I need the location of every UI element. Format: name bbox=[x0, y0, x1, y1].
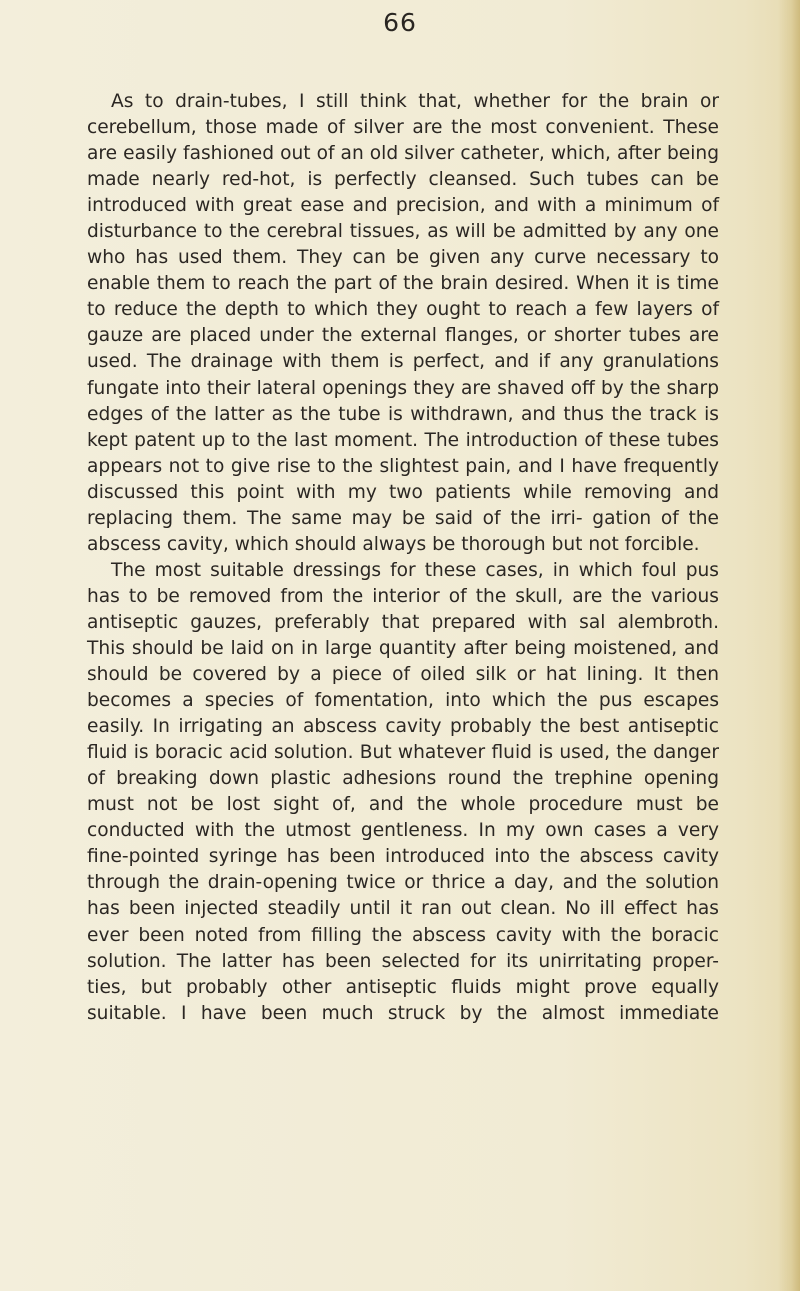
page-edge-shadow bbox=[778, 0, 800, 1291]
body-text bbox=[87, 89, 719, 1027]
paragraph-drain-tubes: As to drain-tubes, I still think that, whether for the brain or cerebellum, those made of silver are the most convenient. These are easily fashioned out of an old silver catheter, which, after being made nearly red-hot, is perfectly cleansed. Such tubes can be introduced with great ease and precision, and with a minimum of disturbance to the cerebral tissues, as will be admitted by any one who has used them. They can be given any curve necessary to enable them to reach the part of the brain desired. When it is time to reduce the depth to which they ought to reach a few layers of gauze are placed under the external flanges, or shorter tubes are used. The drainage with them is perfect, and if any granulations fungate into their lateral openings they are shaved off by the sharp edges of the latter as the tube is withdrawn, and thus the track is kept patent up to the last moment. The introduction of these tubes appears not to give rise to the slightest pain, and I have frequently discussed this point with my two patients while removing and replacing them. The same may be said of the irri- gation of the abscess cavity, which should always be thorough but not forcible. bbox=[87, 91, 719, 555]
paragraph-dressings: The most suitable dressings for these cases, in which foul pus has to be removed from the interior of the skull, are the various antiseptic gauzes, preferably that prepared with sal alembroth. This should be laid on in large quantity after being moistened, and should be covered by a piece of oiled silk or hat lining. It then becomes a species of fomentation, into which the pus escapes easily. In irrigating an abscess cavity probably the best antiseptic fluid is boracic acid solution. But whatever fluid is used, the danger of breaking down plastic adhesions round the trephine opening must not be lost sight of, and the whole procedure must be conducted with the utmost gentleness. In my own cases a very fine-pointed syringe has been introduced into the abscess cavity through the drain-opening twice or thrice a day, and the solution has been injected steadily until it ran out clean. No ill effect has ever been noted from filling the abscess cavity with the boracic solution. The latter has been selected for its unirritating proper- ties, but probably other antiseptic fluids might prove equally suitable. I have been much struck by the almost immediate bbox=[87, 559, 719, 1024]
page-number: 66 bbox=[383, 8, 417, 37]
